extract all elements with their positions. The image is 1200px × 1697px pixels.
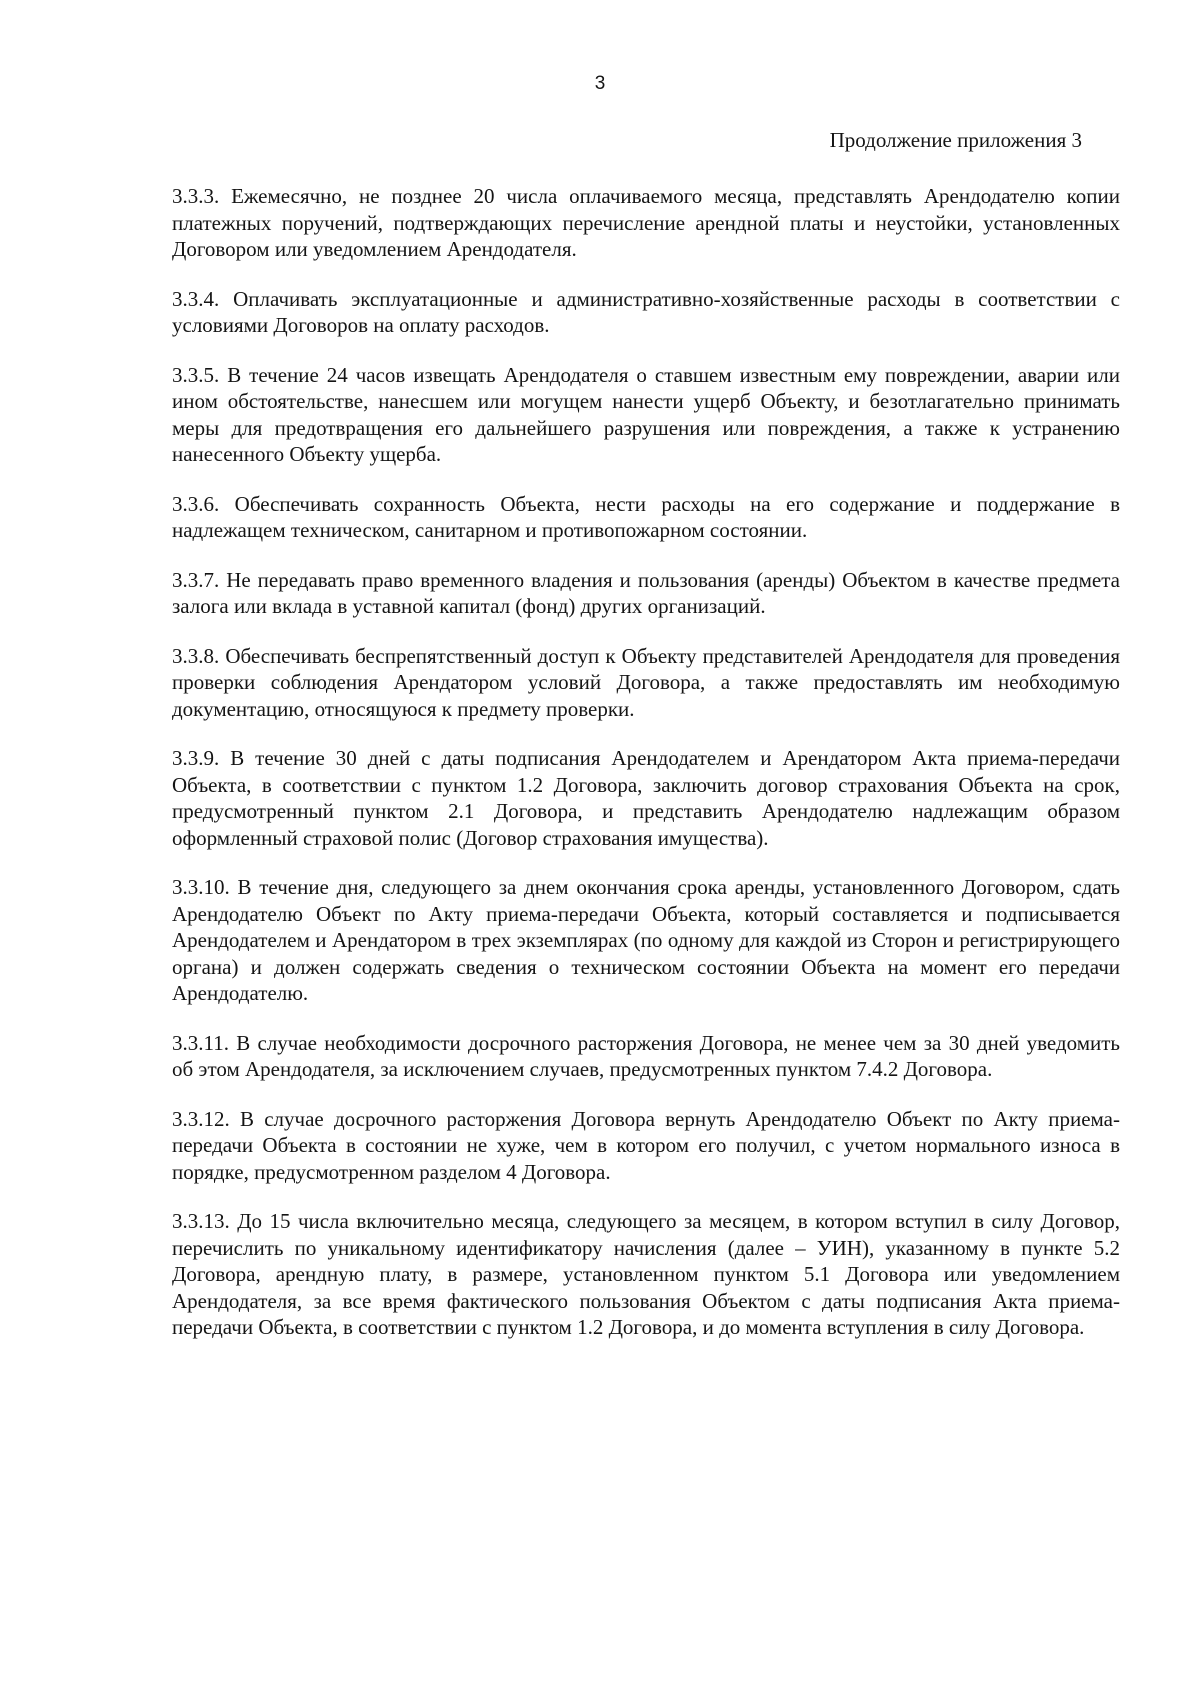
clause-3-3-12: 3.3.12. В случае досрочного расторжения Договора вернуть Арендодателю Объект по Акту приема-передачи Объекта в состоянии не хуже, чем в котором его получил, с учетом нормального износа в порядке, предусмотренном разделом 4 Договора. [172, 1106, 1120, 1184]
appendix-continuation-note: Продолжение приложения 3 [829, 128, 1082, 152]
document-body [172, 183, 1120, 1364]
clause-3-3-5: 3.3.5. В течение 24 часов извещать Арендодателя о ставшем известным ему повреждении, аварии или ином обстоятельстве, нанесшем или могущем нанести ущерб Объекту, и безотлагательно принимать меры для предотвращения его дальнейшего разрушения или повреждения, а также к устранению нанесенного Объекту ущерба. [172, 362, 1120, 466]
clause-3-3-4: 3.3.4. Оплачивать эксплуатационные и административно-хозяйственные расходы в соответствии с условиями Договоров на оплату расходов. [172, 286, 1120, 337]
clause-3-3-10: 3.3.10. В течение дня, следующего за днем окончания срока аренды, установленного Договором, сдать Арендодателю Объект по Акту приема-передачи Объекта, который составляется и подписывается Арендодателем и Арендатором в трех экземплярах (по одному для каждой из Сторон и регистрирующего органа) и должен содержать сведения о техническом состоянии Объекта на момент его передачи Арендодателю. [172, 875, 1120, 1005]
clause-3-3-13: 3.3.13. До 15 числа включительно месяца, следующего за месяцем, в котором вступил в силу Договор, перечислить по уникальному идентификатору начисления (далее – УИН), указанному в пункте 5.2 Договора, арендную плату, в размере, установленном пунктом 5.1 Договора или уведомлением Арендодателя, за все время фактического пользования Объектом с даты подписания Акта приема-передачи Объекта, в соответствии с пунктом 1.2 Договора, и до момента вступления в силу Договора. [172, 1209, 1120, 1339]
clause-3-3-9: 3.3.9. В течение 30 дней с даты подписания Арендодателем и Арендатором Акта приема-передачи Объекта, в соответствии с пунктом 1.2 Договора, заключить договор страхования Объекта на срок, предусмотренный пунктом 2.1 Договора, и представить Арендодателю надлежащим образом оформленный страховой полис (Договор страхования имущества). [172, 746, 1120, 850]
clause-3-3-11: 3.3.11. В случае необходимости досрочного расторжения Договора, не менее чем за 30 дней уведомить об этом Арендодателя, за исключением случаев, предусмотренных пунктом 7.4.2 Договора. [172, 1030, 1120, 1081]
clause-3-3-3: 3.3.3. Ежемесячно, не позднее 20 числа оплачиваемого месяца, представлять Арендодателю копии платежных поручений, подтверждающих перечисление арендной платы и неустойки, установленных Договором или уведомлением Арендодателя. [172, 184, 1120, 261]
clause-3-3-6: 3.3.6. Обеспечивать сохранность Объекта, нести расходы на его содержание и поддержание в надлежащем техническом, санитарном и противопожарном состоянии. [172, 491, 1120, 542]
clause-3-3-7: 3.3.7. Не передавать право временного владения и пользования (аренды) Объектом в качестве предмета залога или вклада в уставной капитал (фонд) других организаций. [172, 567, 1120, 618]
page-number: 3 [594, 73, 606, 94]
clause-3-3-8: 3.3.8. Обеспечивать беспрепятственный доступ к Объекту представителей Арендодателя для проведения проверки соблюдения Арендатором условий Договора, а также предоставлять им необходимую документацию, относящуюся к предмету проверки. [172, 643, 1120, 721]
